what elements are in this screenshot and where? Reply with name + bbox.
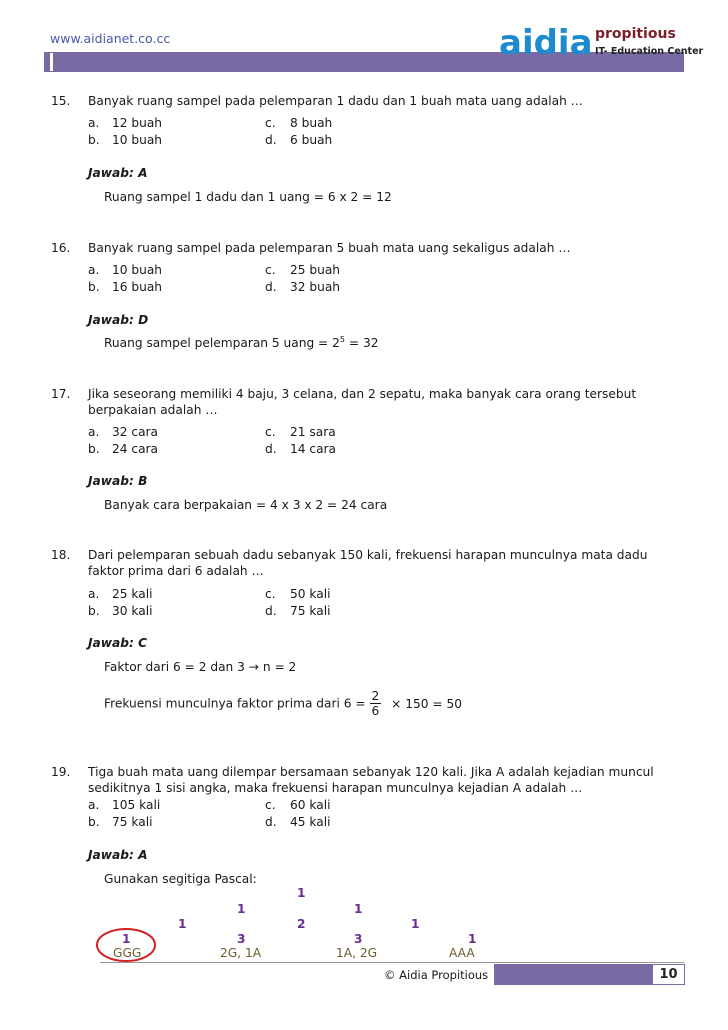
q16-opt-c-key: c. bbox=[265, 263, 276, 277]
q19-opt-b: 75 kali bbox=[112, 815, 153, 829]
q17-solution: Banyak cara berpakaian = 4 x 3 x 2 = 24 cara bbox=[104, 498, 388, 512]
q18-fraction-numerator: 2 bbox=[371, 689, 380, 703]
q15-opt-c: 8 buah bbox=[290, 116, 333, 130]
q19-text-line2: sedikitnya 1 sisi angka, maka frekuensi harapan munculnya kejadian A adalah … bbox=[88, 781, 583, 795]
pascal-r2-c1: 1 bbox=[237, 902, 246, 916]
q19-answer: Jawab: A bbox=[88, 848, 148, 862]
q15-answer: Jawab: A bbox=[88, 166, 148, 180]
q15-opt-a-key: a. bbox=[88, 116, 100, 130]
q17-opt-d-key: d. bbox=[265, 442, 277, 456]
pascal-label-2g1a: 2G, 1A bbox=[220, 946, 262, 960]
q15-opt-c-key: c. bbox=[265, 116, 276, 130]
q15-opt-a: 12 buah bbox=[112, 116, 163, 130]
q17-answer: Jawab: B bbox=[88, 474, 148, 488]
pascal-r1-c1: 1 bbox=[297, 886, 306, 900]
q18-solution-line2 bbox=[104, 689, 462, 718]
q16-opt-b: 16 buah bbox=[112, 280, 163, 294]
q19-opt-d-key: d. bbox=[265, 815, 277, 829]
footer-copyright: © Aidia Propitious bbox=[384, 968, 489, 982]
pascal-r3-c2: 2 bbox=[297, 917, 306, 931]
q17-opt-c: 21 sara bbox=[290, 425, 336, 439]
q15-number: 15. bbox=[51, 94, 71, 108]
q16-solution-pre: Ruang sampel pelemparan 5 uang = 2 bbox=[104, 336, 340, 351]
q18-answer: Jawab: C bbox=[88, 636, 148, 650]
q18-opt-d: 75 kali bbox=[290, 604, 331, 618]
q18-opt-b: 30 kali bbox=[112, 604, 153, 618]
q18-fraction bbox=[370, 689, 382, 718]
q16-answer: Jawab: D bbox=[88, 313, 149, 327]
pascal-r4-c2: 3 bbox=[237, 932, 246, 946]
q18-text-line2: faktor prima dari 6 adalah … bbox=[88, 564, 264, 578]
q18-text-line1: Dari pelemparan sebuah dadu sebanyak 150 kali, frekuensi harapan munculnya mata dadu bbox=[88, 548, 648, 562]
q18-fraction-denominator: 6 bbox=[371, 704, 380, 718]
q19-opt-a-key: a. bbox=[88, 798, 100, 812]
q16-opt-d: 32 buah bbox=[290, 280, 341, 294]
q19-opt-c-key: c. bbox=[265, 798, 276, 812]
q15-opt-d: 6 buah bbox=[290, 133, 333, 147]
pascal-label-1a2g: 1A, 2G bbox=[336, 946, 378, 960]
q18-solution-line1: Faktor dari 6 = 2 dan 3 → n = 2 bbox=[104, 660, 297, 674]
q16-opt-a-key: a. bbox=[88, 263, 100, 277]
q18-number: 18. bbox=[51, 548, 71, 562]
q18-solution-post: × 150 = 50 bbox=[391, 696, 462, 711]
q16-solution bbox=[104, 335, 378, 350]
logo-sub1-text: propitious bbox=[595, 26, 676, 42]
pascal-r4-c4: 1 bbox=[468, 932, 477, 946]
q17-opt-a: 32 cara bbox=[112, 425, 159, 439]
q17-opt-d: 14 cara bbox=[290, 442, 337, 456]
q17-number: 17. bbox=[51, 387, 71, 401]
q16-opt-b-key: b. bbox=[88, 280, 100, 294]
q15-solution: Ruang sampel 1 dadu dan 1 uang = 6 x 2 = 12 bbox=[104, 190, 392, 204]
pascal-r2-c2: 1 bbox=[354, 902, 363, 916]
q18-opt-c: 50 kali bbox=[290, 587, 331, 601]
q19-opt-b-key: b. bbox=[88, 815, 100, 829]
q19-opt-d: 45 kali bbox=[290, 815, 331, 829]
q16-number: 16. bbox=[51, 241, 71, 255]
q18-opt-a: 25 kali bbox=[112, 587, 153, 601]
q15-opt-b: 10 buah bbox=[112, 133, 163, 147]
q18-opt-b-key: b. bbox=[88, 604, 100, 618]
logo-sub2-text: IT- Education Center bbox=[595, 46, 704, 57]
q18-opt-d-key: d. bbox=[265, 604, 277, 618]
pascal-r4-c3: 3 bbox=[354, 932, 363, 946]
logo-main-text: aidia bbox=[499, 23, 593, 63]
pascal-r3-c3: 1 bbox=[411, 917, 420, 931]
q19-opt-a: 105 kali bbox=[112, 798, 161, 812]
q17-opt-b-key: b. bbox=[88, 442, 100, 456]
q18-opt-c-key: c. bbox=[265, 587, 276, 601]
q16-solution-exponent: 5 bbox=[339, 335, 345, 344]
q18-solution-pre: Frekuensi munculnya faktor prima dari 6 = bbox=[104, 696, 366, 711]
page-number: 10 bbox=[659, 967, 678, 982]
q16-opt-c: 25 buah bbox=[290, 263, 341, 277]
pascal-r4-c1: 1 bbox=[122, 932, 131, 946]
q16-text: Banyak ruang sampel pada pelemparan 5 buah mata uang sekaligus adalah … bbox=[88, 241, 571, 255]
aidia-logo bbox=[497, 22, 704, 66]
q17-opt-a-key: a. bbox=[88, 425, 100, 439]
q17-text-line2: berpakaian adalah … bbox=[88, 403, 218, 417]
q16-solution-post: = 32 bbox=[345, 336, 379, 351]
q17-opt-c-key: c. bbox=[265, 425, 276, 439]
q18-opt-a-key: a. bbox=[88, 587, 100, 601]
footer-rule bbox=[100, 962, 684, 963]
q16-opt-a: 10 buah bbox=[112, 263, 163, 277]
q15-opt-d-key: d. bbox=[265, 133, 277, 147]
q17-text-line1: Jika seseorang memiliki 4 baju, 3 celana, dan 2 sepatu, maka banyak cara orang tersebut bbox=[88, 387, 637, 401]
pascal-label-ggg: GGG bbox=[113, 946, 142, 960]
q19-opt-c: 60 kali bbox=[290, 798, 331, 812]
pascal-r3-c1: 1 bbox=[178, 917, 187, 931]
q19-solution: Gunakan segitiga Pascal: bbox=[104, 872, 257, 886]
site-url-link[interactable]: www.aidianet.co.cc bbox=[50, 31, 171, 46]
pascal-label-aaa: AAA bbox=[449, 946, 475, 960]
q17-opt-b: 24 cara bbox=[112, 442, 159, 456]
q19-text-line1: Tiga buah mata uang dilempar bersamaan sebanyak 120 kali. Jika A adalah kejadian muncul bbox=[88, 765, 654, 779]
q15-text: Banyak ruang sampel pada pelemparan 1 dadu dan 1 buah mata uang adalah … bbox=[88, 94, 583, 108]
q16-opt-d-key: d. bbox=[265, 280, 277, 294]
footer-bar bbox=[494, 964, 652, 985]
q19-number: 19. bbox=[51, 765, 71, 779]
red-circle-highlight bbox=[94, 926, 158, 964]
header-bar-divider bbox=[50, 53, 53, 71]
q15-opt-b-key: b. bbox=[88, 133, 100, 147]
